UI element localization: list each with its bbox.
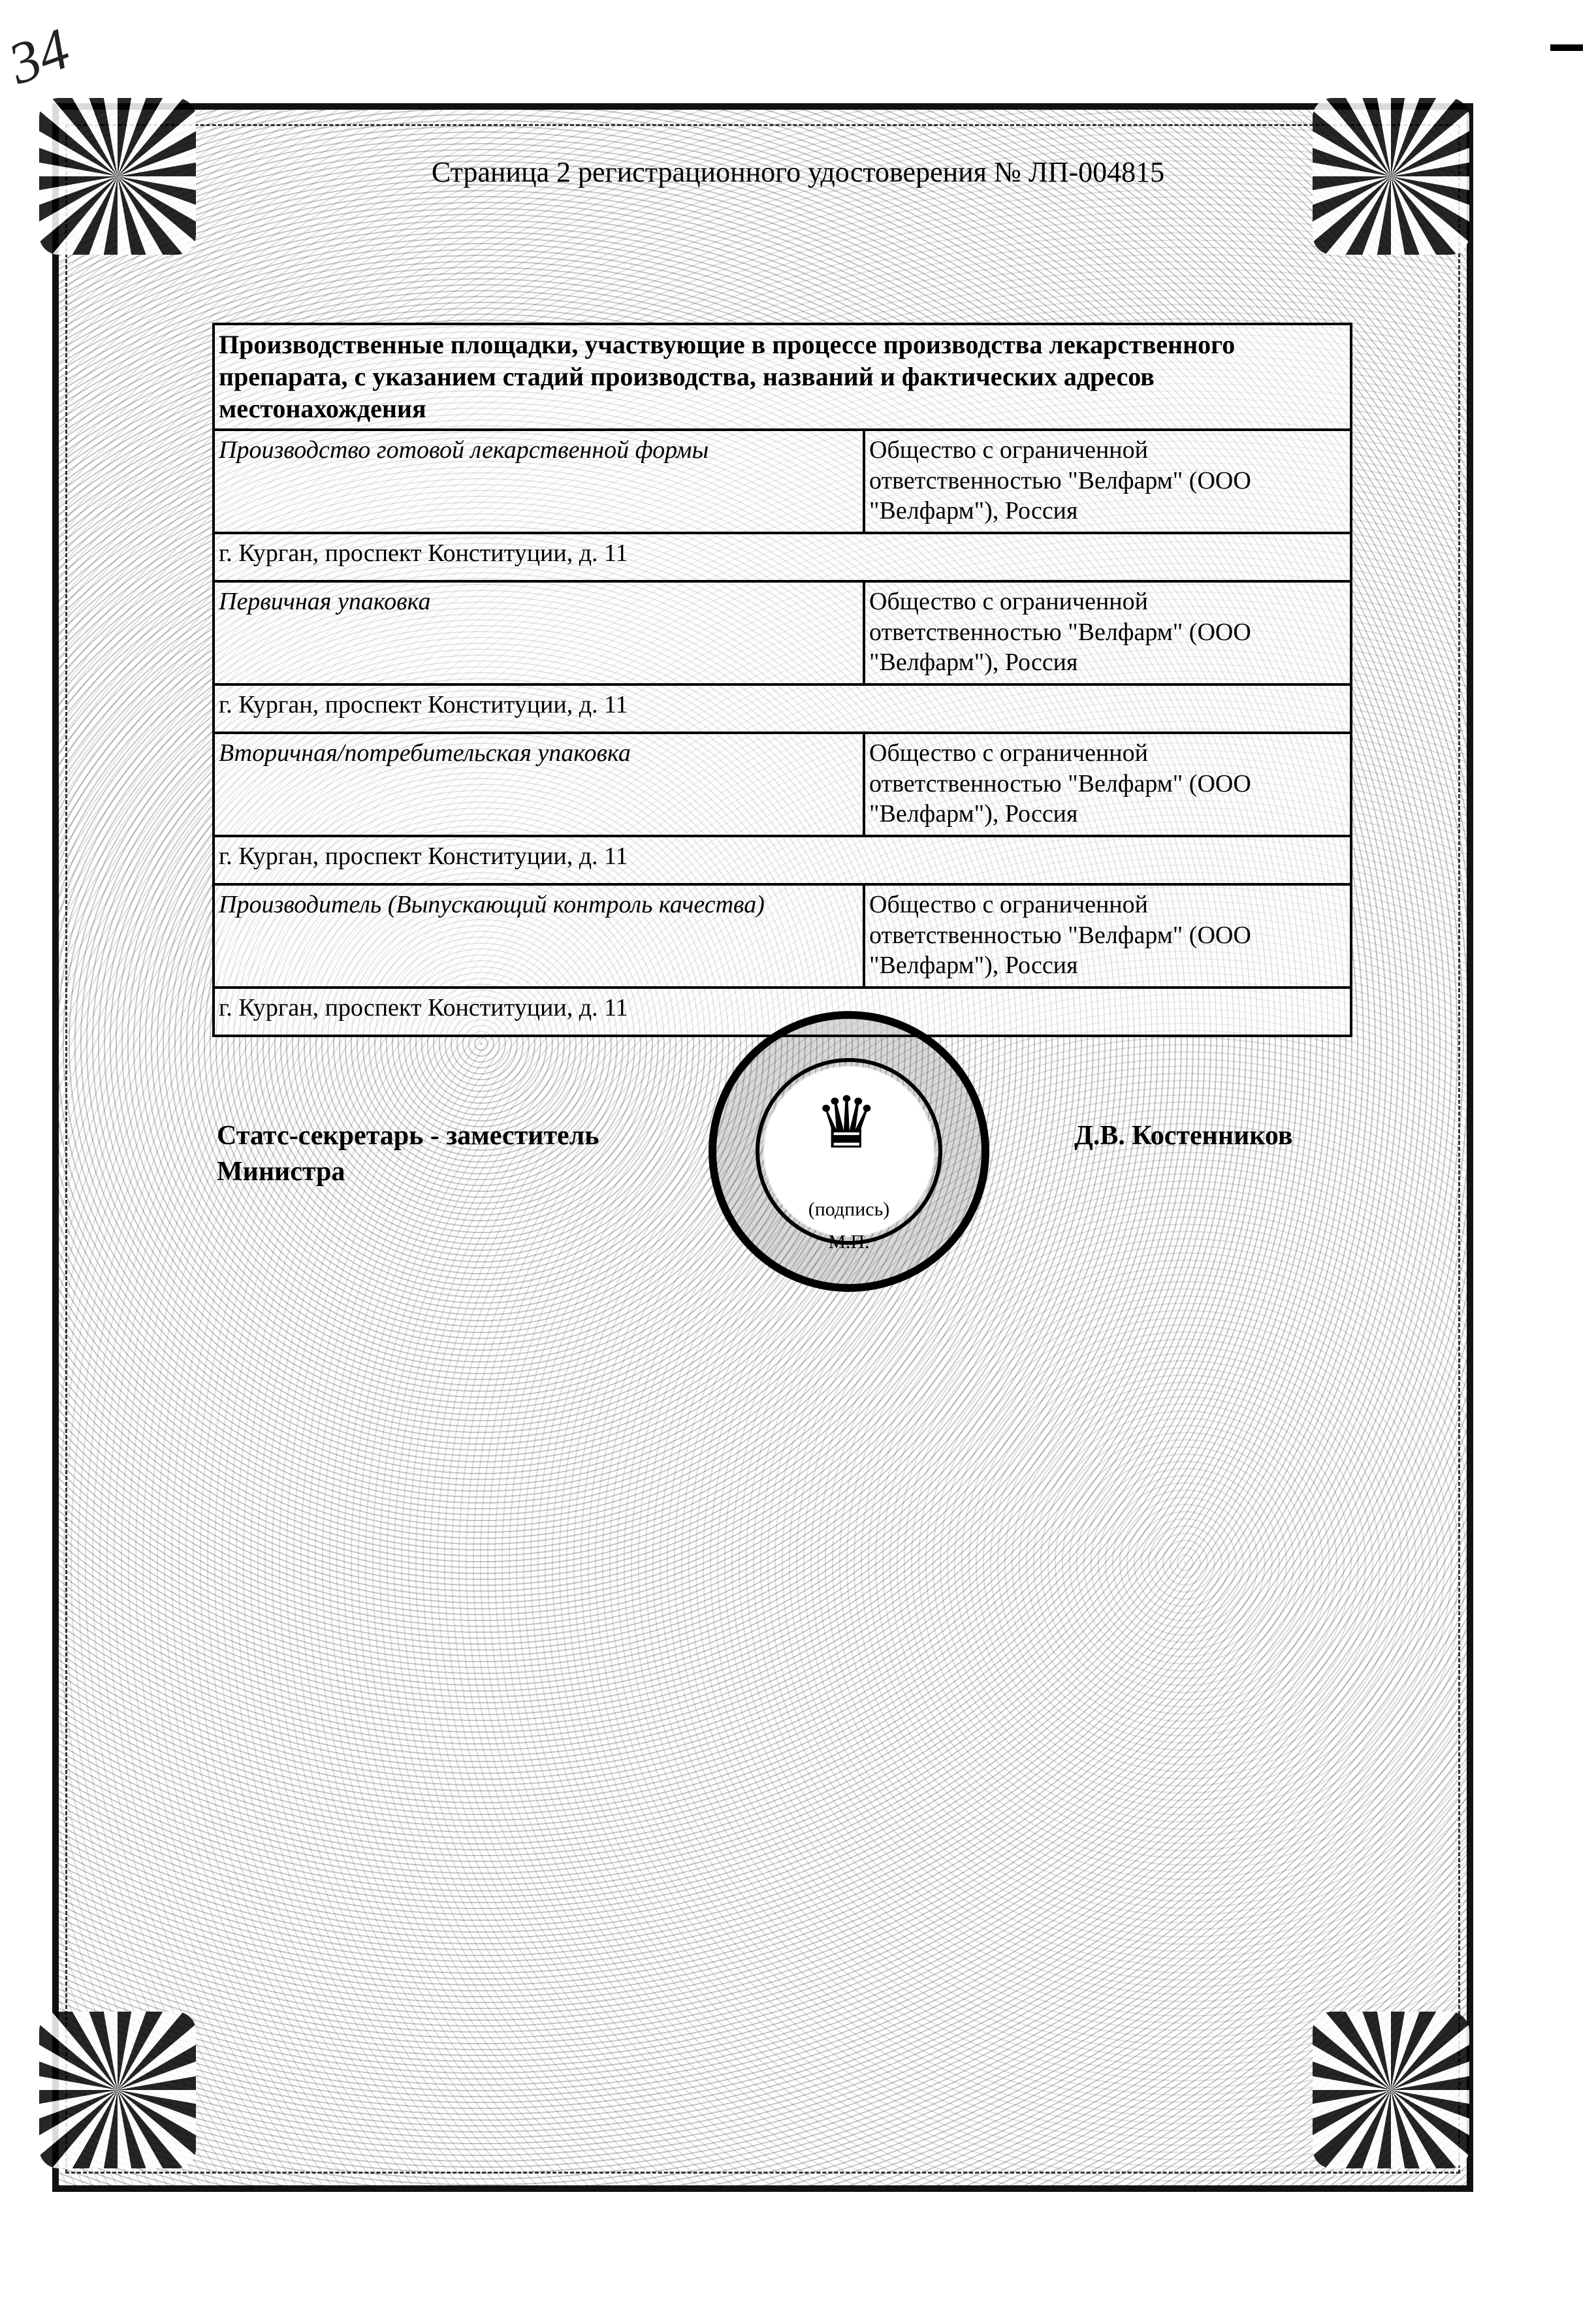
address-cell: г. Курган, проспект Конституции, д. 11	[214, 533, 1351, 581]
company-cell: Общество с ограниченной ответственностью "Велфарм" (ООО "Велфарм"), Россия	[864, 430, 1351, 533]
corner-ornament	[1313, 2012, 1469, 2168]
table-heading: Производственные площадки, участвующие в процессе производства лекарственного препарата, с указанием стадий производства, названий и фактических адресов местонахождения	[214, 324, 1351, 430]
page-title: Страница 2 регистрационного удостоверения № ЛП-004815	[431, 156, 1165, 188]
coat-of-arms-icon: ♛	[814, 1084, 879, 1163]
scan-mark	[1550, 44, 1583, 51]
stage-cell: Вторичная/потребительская упаковка	[214, 733, 864, 836]
table-row	[214, 581, 1351, 684]
table-row	[214, 733, 1351, 836]
signature-label: (подпись)	[808, 1198, 890, 1220]
company-cell: Общество с ограниченной ответственностью "Велфарм" (ООО "Велфарм"), Россия	[864, 733, 1351, 836]
stage-cell: Первичная упаковка	[214, 581, 864, 684]
position-line-1: Статс-секретарь - заместитель	[217, 1121, 599, 1151]
address-cell: г. Курган, проспект Конституции, д. 11	[214, 988, 1351, 1036]
signatory-position	[217, 1118, 599, 1189]
handwritten-page-number: 34	[0, 16, 78, 97]
address-cell: г. Курган, проспект Конституции, д. 11	[214, 684, 1351, 733]
corner-ornament	[39, 2012, 196, 2168]
company-cell: Общество с ограниченной ответственностью "Велфарм" (ООО "Велфарм"), Россия	[864, 884, 1351, 988]
table-row	[214, 430, 1351, 533]
address-cell: г. Курган, проспект Конституции, д. 11	[214, 836, 1351, 884]
position-line-2: Министра	[217, 1156, 345, 1187]
seal-label: М.П.	[828, 1231, 870, 1253]
stage-cell: Производство готовой лекарственной формы	[214, 430, 864, 533]
official-stamp	[709, 1011, 989, 1292]
stage-cell: Производитель (Выпускающий контроль качества)	[214, 884, 864, 988]
production-sites-table	[212, 323, 1352, 1037]
company-cell: Общество с ограниченной ответственностью "Велфарм" (ООО "Велфарм"), Россия	[864, 581, 1351, 684]
signatory-name: Д.В. Костенников	[1074, 1121, 1293, 1151]
table-row	[214, 884, 1351, 988]
